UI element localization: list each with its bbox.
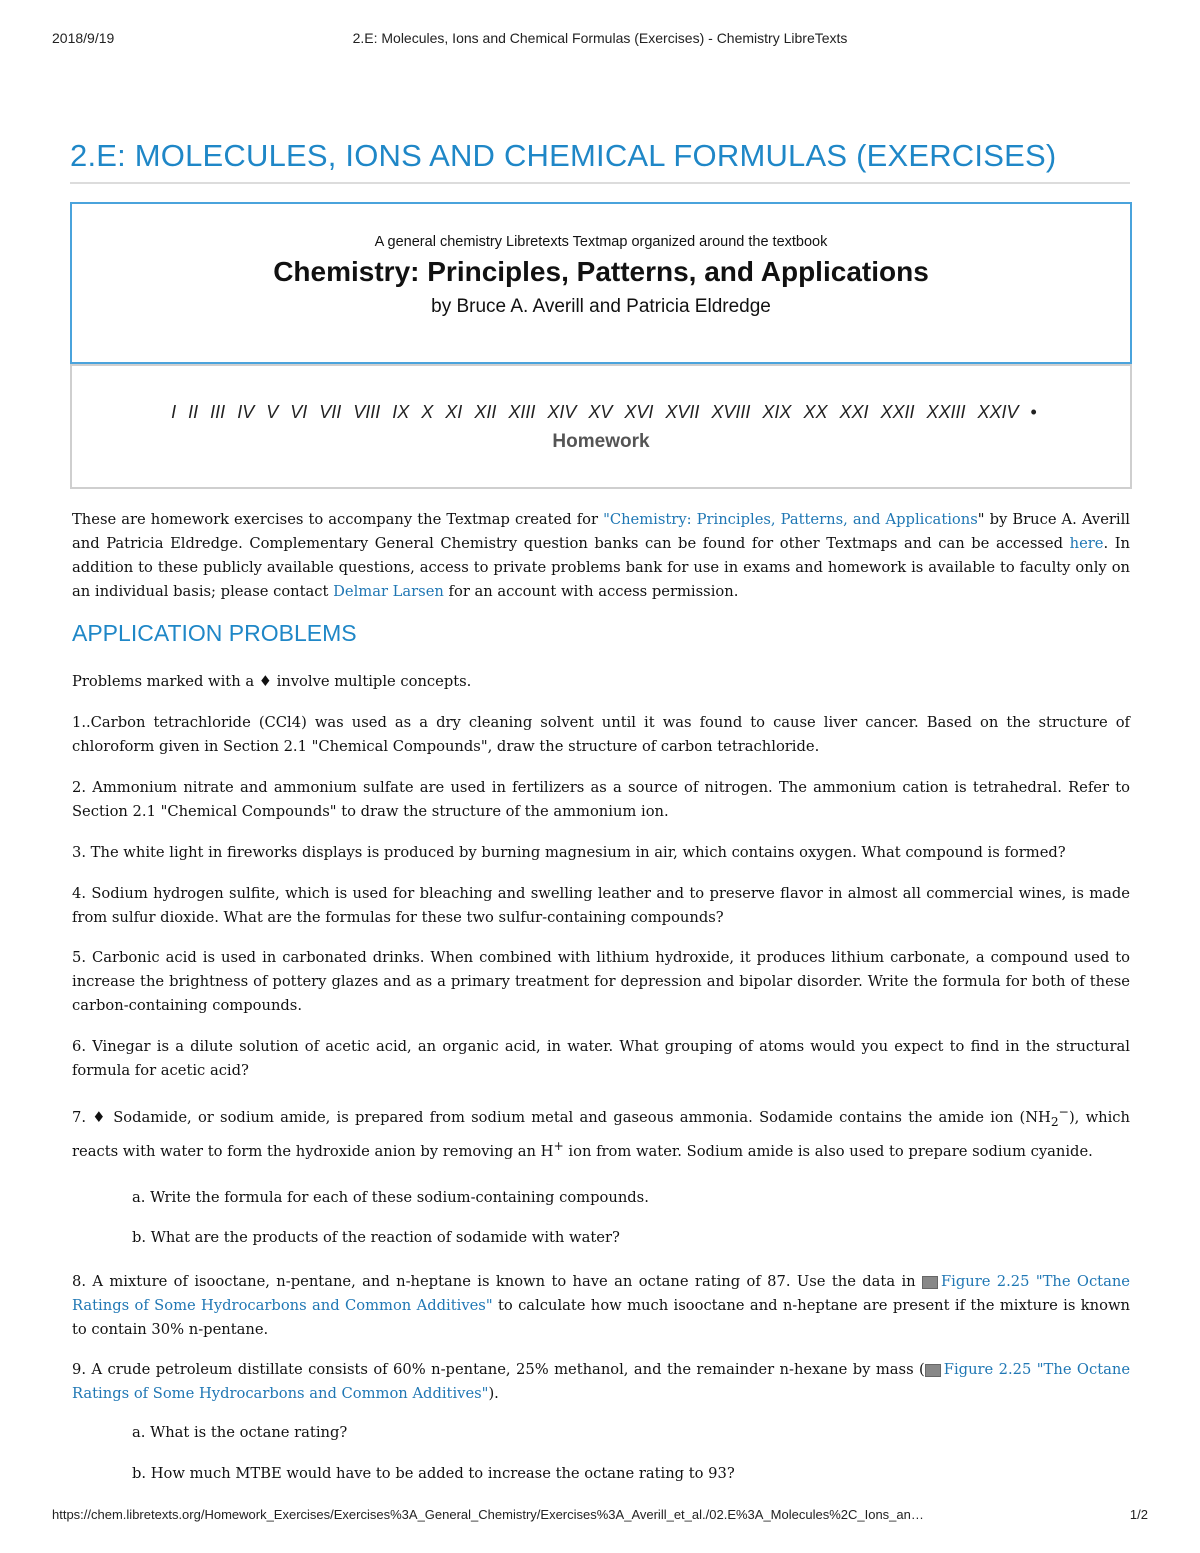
intro-text-4: for an account with access permission. <box>443 583 739 600</box>
chapter-links <box>72 402 1130 423</box>
chapter-link-ii[interactable]: II <box>188 402 199 422</box>
problem-7b: b. What are the products of the reaction of sodamide with water? <box>132 1229 620 1246</box>
chapter-link-xv[interactable]: XV <box>588 402 613 422</box>
book-subtitle: A general chemistry Libretexts Textmap organized around the textbook <box>374 234 828 250</box>
chapter-link-xii[interactable]: XII <box>474 402 497 422</box>
book-authors: by Bruce A. Averill and Patricia Eldredge <box>431 296 771 317</box>
chapter-link-vii[interactable]: VII <box>319 402 342 422</box>
chapter-link-xxi[interactable]: XXI <box>839 402 869 422</box>
problem-9b: b. How much MTBE would have to be added to increase the octane rating to 93? <box>132 1465 735 1482</box>
chapter-link-v[interactable]: V <box>266 402 279 422</box>
chapter-link-iii[interactable]: III <box>210 402 226 422</box>
delmar-larsen-link[interactable]: Delmar Larsen <box>333 583 444 600</box>
problem-8-text-a: 8. A mixture of isooctane, n-pentane, and n-heptane is known to have an octane rating of 87. Use the data in <box>72 1273 922 1290</box>
chapter-link-xx[interactable]: XX <box>803 402 828 422</box>
problem-9 <box>72 1358 1130 1406</box>
chapter-link-xxiii[interactable]: XXIII <box>926 402 966 422</box>
problem-7-text-a: 7. ♦ Sodamide, or sodium amide, is prepared from sodium metal and gaseous ammonia. Sodamide contains the amide ion (NH <box>72 1108 1051 1126</box>
chapter-link-xxiv[interactable]: XXIV <box>977 402 1019 422</box>
problem-7-text-b: ), which reacts with water to form the hydroxide anion by removing an H <box>72 1108 1130 1160</box>
chapter-link-xxii[interactable]: XXII <box>880 402 915 422</box>
print-date: 2018/9/19 <box>52 30 115 46</box>
problem-7 <box>72 1100 1130 1164</box>
problem-7-sup2: + <box>553 1138 564 1153</box>
problem-8-text-b: to calculate how much isooctane and n-heptane are present if the mixture is known to contain 30% n-pentane. <box>72 1297 1130 1338</box>
chapter-link-xix[interactable]: XIX <box>762 402 792 422</box>
nav-bullet: • <box>1030 402 1037 422</box>
page-number: 1/2 <box>1129 1507 1148 1522</box>
image-icon <box>922 1276 938 1289</box>
intro-text-1: These are homework exercises to accompany the Textmap created for <box>72 511 604 528</box>
homework-link[interactable]: Homework <box>552 431 650 452</box>
chapter-link-xi[interactable]: XI <box>445 402 463 422</box>
note: Problems marked with a ♦ involve multiple concepts. <box>72 673 472 690</box>
print-page-title: 2.E: Molecules, Ions and Chemical Formulas (Exercises) - Chemistry LibreTexts <box>352 30 848 46</box>
chapter-link-viii[interactable]: VIII <box>353 402 381 422</box>
print-footer <box>52 1507 1148 1527</box>
problem-9-text-a: 9. A crude petroleum distillate consists of 60% n-pentane, 25% methanol, and the remainder n-hexane by mass ( <box>72 1361 925 1378</box>
problem-7-text-c: ion from water. Sodium amide is also used to prepare sodium cyanide. <box>563 1142 1093 1160</box>
intro-text-3: . In addition to these publicly available questions, access to private problems bank for use in exams and homework is available to faculty only on an individual basis; please contact <box>72 535 1131 600</box>
problem-3: 3. The white light in fireworks displays is produced by burning magnesium in air, which contains oxygen. What compound is formed? <box>72 844 1066 861</box>
intro-paragraph <box>72 508 1130 604</box>
figure-2-25-link[interactable]: Figure 2.25 "The Octane Ratings of Some Hydrocarbons and Common Additives" <box>72 1273 1130 1314</box>
problem-2: 2. Ammonium nitrate and ammonium sulfate are used in fertilizers as a source of nitrogen. The ammonium cation is tetrahedral. Refer to Section 2.1 "Chemical Compounds" to draw the structure of the ammonium ion. <box>72 779 1130 820</box>
problem-5: 5. Carbonic acid is used in carbonated drinks. When combined with lithium hydroxide, it produces lithium carbonate, a compound used to increase the brightness of pottery glazes and as a primary treatment for depression and bipolar disorder. Write the formula for both of these carbon-containing compounds. <box>72 949 1130 1014</box>
print-url: https://chem.libretexts.org/Homework_Exercises/Exercises%3A_General_Chemistry/Exercises%3A_Averill_et_al./02.E%3A_Molecules%2C_Ions_an… <box>52 1507 924 1522</box>
figure-2-25-link-2[interactable]: Figure 2.25 "The Octane Ratings of Some Hydrocarbons and Common Additives" <box>72 1361 1131 1402</box>
problem-7a: a. Write the formula for each of these sodium-containing compounds. <box>132 1189 649 1206</box>
chapter-link-iv[interactable]: IV <box>237 402 255 422</box>
intro-text-2: " by Bruce A. Averill and Patricia Eldredge. Complementary General Chemistry question banks can be found for other Textmaps and can be accessed <box>72 511 1131 552</box>
problem-4: 4. Sodium hydrogen sulfite, which is used for bleaching and swelling leather and to preserve flavor in almost all commercial wines, is made from sulfur dioxide. What are the formulas for these two sulfur-containing compounds? <box>72 885 1130 926</box>
book-info-box <box>70 202 1132 364</box>
textmap-link[interactable]: "Chemistry: Principles, Patterns, and Applications <box>603 511 978 528</box>
chapter-link-xvii[interactable]: XVII <box>665 402 700 422</box>
here-link[interactable]: here <box>1069 535 1104 552</box>
problem-7-sup: − <box>1058 1105 1069 1119</box>
problem-7-sub: 2 <box>1050 1114 1059 1129</box>
problem-9-text-b: ). <box>488 1385 499 1402</box>
chapter-link-xiii[interactable]: XIII <box>508 402 536 422</box>
chapter-link-i[interactable]: I <box>171 402 177 422</box>
problem-6: 6. Vinegar is a dilute solution of acetic acid, an organic acid, in water. What grouping of atoms would you expect to find in the structural formula for acetic acid? <box>72 1038 1130 1079</box>
problem-8 <box>72 1270 1130 1342</box>
chapter-link-vi[interactable]: VI <box>290 402 308 422</box>
chapter-link-x[interactable]: X <box>421 402 434 422</box>
chapter-link-xiv[interactable]: XIV <box>547 402 577 422</box>
page-title: 2.E: MOLECULES, IONS AND CHEMICAL FORMULAS (EXERCISES) <box>70 138 1130 184</box>
chapter-nav <box>70 364 1132 489</box>
chapter-link-xvi[interactable]: XVI <box>624 402 654 422</box>
book-title: Chemistry: Principles, Patterns, and Applications <box>273 256 929 287</box>
chapter-link-xviii[interactable]: XVIII <box>711 402 751 422</box>
section-heading: APPLICATION PROBLEMS <box>72 620 357 646</box>
image-icon <box>925 1364 941 1377</box>
problem-1: 1..Carbon tetrachloride (CCl4) was used as a dry cleaning solvent until it was found to cause liver cancer. Based on the structure of chloroform given in Section 2.1 "Chemical Compounds", draw the structure of carbon tetrachloride. <box>72 714 1130 755</box>
problem-9a: a. What is the octane rating? <box>132 1424 348 1441</box>
print-header <box>52 30 1148 50</box>
chapter-link-ix[interactable]: IX <box>392 402 410 422</box>
